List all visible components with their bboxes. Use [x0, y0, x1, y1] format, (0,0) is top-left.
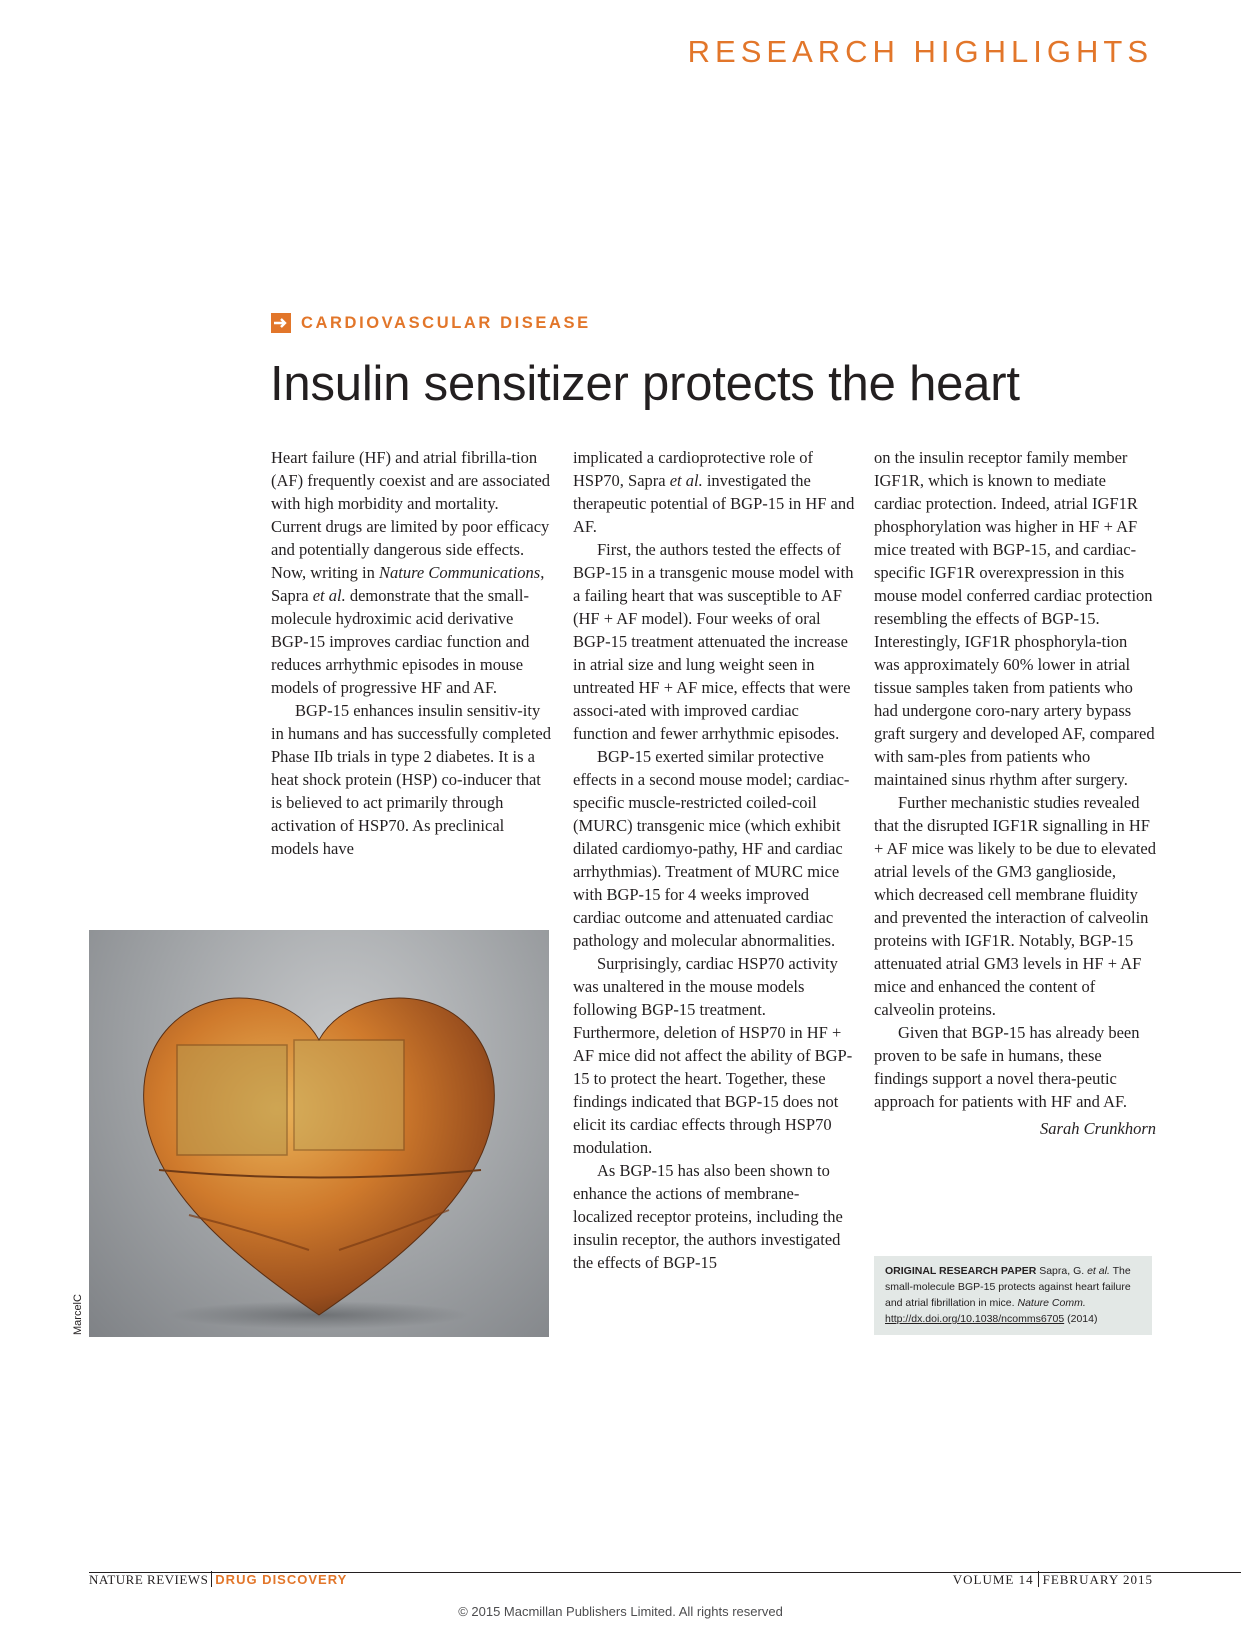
article-author: Sarah Crunkhorn — [1040, 1119, 1156, 1138]
heart-illustration — [89, 930, 549, 1337]
text-column-1 — [271, 446, 551, 860]
reference-label: ORIGINAL RESEARCH PAPER — [885, 1265, 1037, 1277]
reference-box: ORIGINAL RESEARCH PAPER Sapra, G. et al. The small-molecule BGP-15 protects against heart failure and atrial fibrillation in mice. Nature Comm. http://dx.doi.org/10.1038/ncomms6705 (2014) — [874, 1256, 1152, 1335]
footer-issue: VOLUME 14 FEBRUARY 2015 — [952, 1572, 1153, 1587]
reference-link[interactable]: http://dx.doi.org/10.1038/ncomms6705 — [885, 1313, 1065, 1325]
paragraph: Surprisingly, cardiac HSP70 activity was unaltered in the mouse models following BGP-15 treatment. Furthermore, deletion of HSP70 in HF + AF mice did not affect the ability of BGP-15 to protect the heart. Together, these findings indicated that BGP-15 does not elicit its cardiac effects through HSP70 modulation. — [573, 954, 853, 1157]
copyright-notice: © 2015 Macmillan Publishers Limited. All rights reserved — [458, 1604, 783, 1619]
paragraph: on the insulin receptor family member IGF1R, which is known to mediate cardiac protection. Indeed, atrial IGF1R phosphorylation was higher in HF + AF mice treated with BGP-15, and cardiac-specific IGF1R overexpression in this mouse model conferred cardiac protection resembling the effects of BGP-15. Interestingly, IGF1R phosphoryla-tion was approximately 60% lower in atrial tissue samples taken from patients who had undergone coro-nary artery bypass graft surgery and developed AF, compared with sam-ples from patients who maintained sinus rhythm after surgery. — [874, 448, 1155, 789]
article-category — [271, 311, 591, 335]
paragraph: Given that BGP-15 has already been proven to be safe in humans, these findings support a novel thera-peutic approach for patients with HF and AF. — [874, 1023, 1140, 1111]
photo-credit: MarcelC — [72, 1294, 84, 1335]
category-label: CARDIOVASCULAR DISEASE — [301, 313, 591, 332]
paragraph: First, the authors tested the effects of BGP-15 in a transgenic mouse model with a failing heart that was susceptible to AF (HF + AF model). Four weeks of oral BGP-15 treatment attenuated the increase in atrial size and lung weight seen in untreated HF + AF mice, effects that were associ-ated with improved cardiac function and fewer arrhythmic episodes. — [573, 540, 854, 743]
divider — [1038, 1571, 1039, 1587]
footer-journal: NATURE REVIEWS DRUG DISCOVERY — [89, 1572, 348, 1587]
paragraph: Further mechanistic studies revealed that the disrupted IGF1R signalling in HF + AF mice was likely to be due to elevated atrial levels of the GM3 ganglioside, which decreased cell membrane fluidity and prevented the interaction of calveolin proteins with IGF1R. Notably, BGP-15 attenuated atrial GM3 levels in HF + AF mice and enhanced the content of calveolin proteins. — [874, 793, 1156, 1019]
text-column-2 — [573, 446, 855, 1274]
paragraph: BGP-15 exerted similar protective effects in a second mouse model; cardiac-specific muscle-restricted coiled-coil (MURC) transgenic mice (which exhibit dilated cardiomyo-pathy, HF and cardiac arrhythmias). Treatment of MURC mice with BGP-15 for 4 weeks improved cardiac outcome and attenuated cardiac pathology and molecular abnormalities. — [573, 747, 850, 950]
arrow-box-icon — [271, 313, 291, 333]
section-header: RESEARCH HIGHLIGHTS — [687, 34, 1153, 69]
paragraph: BGP-15 enhances insulin sensitiv-ity in humans and has successfully completed Phase IIb trials in type 2 diabetes. It is a heat shock protein (HSP) co-inducer that is believed to act primarily through activation of HSP70. As preclinical models have — [271, 701, 551, 858]
reference-title: The small-molecule BGP-15 protects against heart failure and atrial fibrillation in mice. — [885, 1265, 1131, 1309]
text-column-3 — [874, 446, 1156, 1140]
paragraph: As BGP-15 has also been shown to enhance the actions of membrane-localized receptor proteins, including the insulin receptor, the authors investigated the effects of BGP-15 — [573, 1161, 843, 1272]
reference-journal: Nature Comm. — [1017, 1297, 1086, 1309]
heart-icon — [89, 930, 549, 1337]
paragraph: implicated a cardioprotective role of HSP70, Sapra et al. investigated the therapeutic potential of BGP-15 in HF and AF. — [573, 448, 855, 536]
paragraph: Heart failure (HF) and atrial fibrilla-tion (AF) frequently coexist and are associated with high morbidity and mortality. Current drugs are limited by poor efficacy and potentially dangerous side effects. Now, writing in Nature Communications, Sapra et al. demonstrate that the small-molecule hydroximic acid derivative BGP-15 improves cardiac function and reduces arrhythmic episodes in mouse models of progressive HF and AF. — [271, 448, 551, 697]
article-title: Insulin sensitizer protects the heart — [270, 357, 1020, 411]
divider — [211, 1571, 212, 1587]
